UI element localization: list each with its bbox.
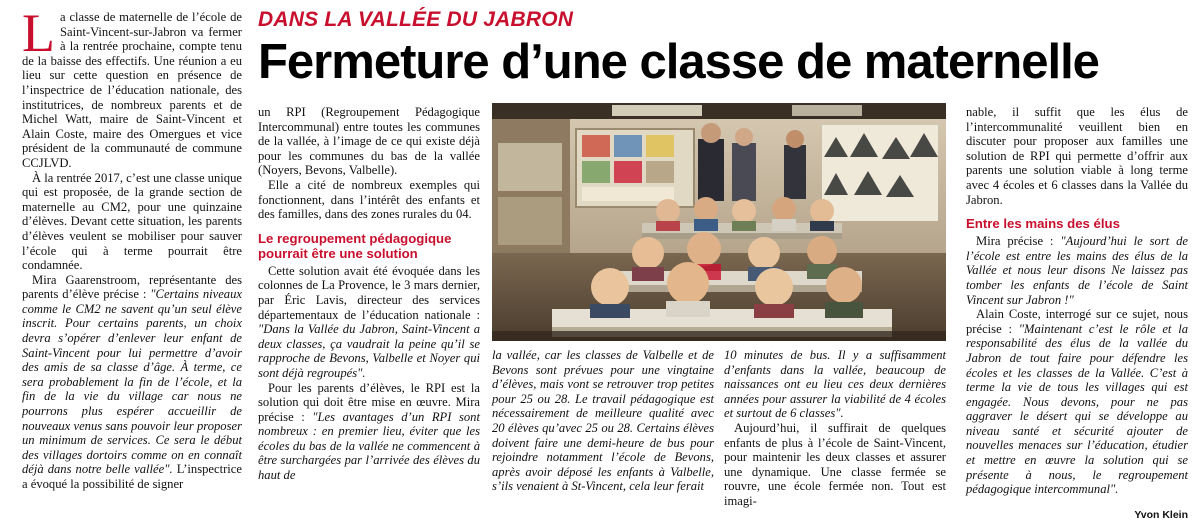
paragraph: a classe de maternelle de l’école de Saint-Vincent-sur-Jabron va fermer à la rentrée prochaine, compte tenu de la baisse des effectifs. Une réunion a eu lieu sur cette question en présence de l’inspectrice de l’éducation nationale, des institutrices, de nombreux parents et de Michel Watt, maire de Saint-Vincent et Alain Coste, maire des Omergues et vice président de la communauté de commune CCJLVD. xyxy=(22,10,242,170)
article-photo xyxy=(492,103,946,341)
quote-text: la vallée, car les classes de Valbelle et de Bevons sont prévues pour une vingtaine d’élèves, mais vont se retrouver trop petites pour 25 ou 28. Le travail pédagogique est nécessairement de meilleure qualité avec 20 élèves qu’avec 25 ou 28. Certains élèves doivent faire une demi-heure de bus pour rejoindre notamment l’école de Bevons, après avoir déposé les enfants à Valbelle, s’ils venaient à St-Vincent, cela leur ferait xyxy=(492,348,714,494)
paragraph-tail: L’inspectrice a évoqué la possibilité de signer xyxy=(22,462,242,491)
paragraph xyxy=(258,264,480,381)
article-column-3 xyxy=(492,348,714,494)
paragraph: nable, il suffit que les élus de l’intercommunalité veuillent bien en discuter pour proposer aux familles une solution de RPI qui permette d’offrir aux parents une solution viable à long terme avec 4 écoles et 6 classes dans la Vallée du Jabron. xyxy=(966,105,1188,207)
paragraph-lead: Cette solution avait été évoquée dans les colonnes de La Provence, le 3 mars dernier, par Éric Lavis, directeur des services départementaux de l’éducation nationale : xyxy=(258,263,480,322)
quote-text: "Les avantages d’un RPI sont nombreux : en premier lieu, éviter que les écoles du bas de la vallée ne commencent à être surchargées par l’arrivée des élèves du haut de xyxy=(258,409,480,483)
paragraph: Aujourd’hui, il suffirait de quelques enfants de plus à l’école de Saint-Vincent, pour maintenir les deux classes et assurer une dynamique. Une classe fermée se rouvre, une école fermée non. Tout est imagi- xyxy=(724,420,946,508)
paragraph xyxy=(22,273,242,492)
paragraph: À la rentrée 2017, c’est une classe unique qui est proposée, de la grande section de maternelle au CM2, pour une quinzaine d’élèves. Devant cette situation, les parents d’élèves veulent se mobiliser pour sauver l’école qui à terme pourrait être condamnée. xyxy=(22,170,242,273)
quote-text: 10 minutes de bus. Il y a suffisamment d’enfants dans la vallée, beaucoup de naissances ont eu lieu ces deux dernières années pour assurer la viabilité de 4 écoles et surtout de 6 classes". xyxy=(724,348,946,421)
author-byline: Yvon Klein xyxy=(1134,509,1188,521)
article-column-4 xyxy=(724,348,946,509)
quote-text: "Maintenant c’est le rôle et la responsabilité des élus de la vallée du Jabron de tout faire pour défendre les écoles et les classes de la Vallée. C’est à terme la vie de tous les villages qui est engagée. Nous devons, pour ne pas aggraver le désert qui se développe au niveau santé et sécurité ajouter de nouvelles menaces sur l’éducation, étudier et mettre en œuvre la solution qui se présente à nous, le regroupement pédagogique intercommunal". xyxy=(966,321,1188,497)
quote-text: "Aujourd’hui le sort de l’école est entre les mains des élus de la Vallée et nous leur disons Ne laissez pas tomber les enfants de l’école de Saint Vincent sur Jabron !" xyxy=(966,234,1188,307)
paragraph xyxy=(258,381,480,483)
page-title: Fermeture d’une classe de maternelle xyxy=(258,35,1099,89)
classroom-photo-illustration xyxy=(492,103,946,341)
section-subhead: Le regroupement pédagogique pourrait être une solution xyxy=(258,230,452,261)
paragraph-lead: Alain Coste, interrogé sur ce sujet, nous précise : xyxy=(966,307,1188,336)
paragraph xyxy=(966,234,1188,307)
quote-text: "Certains niveaux comme le CM2 ne savent qu’un seul élève inscrit. Pour certains parents, un choix devra s’opérer d’enlever leur enfant de Saint-Vincent pour lui permettre d’avoir des amis de sa classe d’âge. À terme, ce sera probablement la fin de l’école, et la fin de la vie du village car nous ne pourrons plus espérer accueillir de nouveaux venus sans pouvoir leur proposer un minimum de services. Ce sera le début des villages dortoirs comme on en connaît déjà dans notre belle vallée". xyxy=(22,287,242,477)
paragraph: un RPI (Regroupement Pédagogique Intercommunal) entre toutes les communes de la vallée, à l’image de ce qui existe déjà pour les communes du bas de la vallée (Noyers, Bevons, Valbelle). xyxy=(258,105,480,178)
quote-text: "Dans la Vallée du Jabron, Saint-Vincent a deux classes, ça vaudrait la peine qu’il se rapproche de Bevons, Valbelle et Noyer qui sont déjà regroupés". xyxy=(258,322,480,380)
article-column-2 xyxy=(258,105,480,483)
article-column-1 xyxy=(22,3,242,492)
article-column-5 xyxy=(966,105,1188,497)
paragraph-lead: Mira précise : xyxy=(976,234,1061,249)
paragraph: Elle a cité de nombreux exemples qui fonctionnent, dans l’intérêt des enfants et des familles, dans des zones rurales du 04. xyxy=(258,177,480,222)
paragraph xyxy=(966,307,1188,497)
paragraph-lead: Pour les parents d’élèves, le RPI est la solution qui doit être mise en œuvre. Mira précise : xyxy=(258,380,480,424)
article-kicker: DANS LA VALLÉE DU JABRON xyxy=(258,8,574,31)
paragraph-lead: Mira Gaarenstroom, représentante des parents d’élève précise : xyxy=(22,272,242,302)
section-subhead: Entre les mains des élus xyxy=(966,216,1120,232)
drop-cap: L xyxy=(22,3,55,63)
